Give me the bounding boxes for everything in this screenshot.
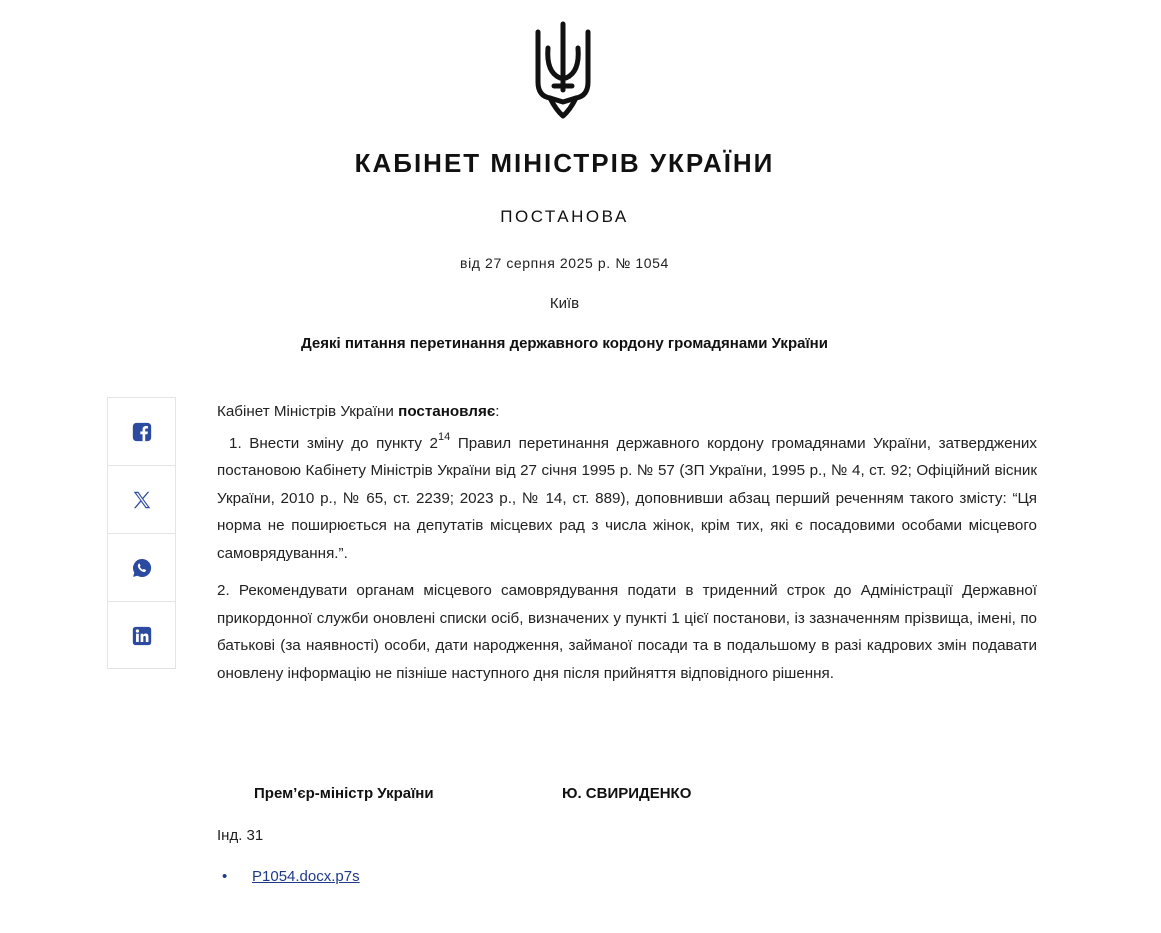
document-type: ПОСТАНОВА <box>500 207 629 226</box>
share-x-button[interactable] <box>108 466 175 534</box>
share-facebook-button[interactable] <box>108 398 175 466</box>
paragraph-1: 1. Внести зміну до пункту $2^{14}$ Правил перетинання державного кордону громадянами України, затверджених постановою Кабінету Міністрів України від 27 січня 1995 р. № 57 (ЗП України, 1995 р., № 4, ст. 92; Офіційний вісник України, 2010 р., № 65, ст. 2239; 2023 р., № 14, ст. 889), доповнивши абзац перший реченням такого змісту: “Ця норма не поширюється на депутатів місцевих рад з числа жінок, крім тих, які є посадовими особами місцевого самоврядування.”. <box>217 430 1037 562</box>
whatsapp-icon <box>131 557 153 579</box>
page-title: КАБІНЕТ МІНІСТРІВ УКРАЇНИ <box>354 148 775 178</box>
signatory-name: Ю. СВИРИДЕНКО <box>562 785 692 802</box>
x-icon <box>131 489 153 511</box>
document-date: від 27 серпня 2025 р. № 1054 <box>460 255 669 271</box>
list-bullet: • <box>222 868 228 885</box>
share-panel <box>107 397 176 669</box>
linkedin-icon <box>131 625 153 647</box>
document-heading: Деякі питання перетинання державного кордону громадянами України <box>301 335 828 352</box>
document-index: Інд. 31 <box>217 827 264 844</box>
document-city: Київ <box>549 295 580 312</box>
attachment-link[interactable]: P1054.docx.p7s <box>252 868 360 885</box>
trident-emblem-icon <box>528 20 598 120</box>
paragraph-2: 2. Рекомендувати органам місцевого самоврядування подати в триденний строк до Адміністрації Державної прикордонної служби оновлені списки осіб, визначених у пункті 1 цієї постанови, із зазначенням прізвища, імені, по батькові (за наявності) особи, дати народження, займаної посади та в подальшому в разі кадрових змін подавати оновлену інформацію не пізніше наступного дня після прийняття відповідного рішення. <box>217 582 1037 682</box>
signatory-position: Прем’єр-міністр України <box>254 785 434 802</box>
share-linkedin-button[interactable] <box>108 602 175 670</box>
facebook-icon <box>131 421 153 443</box>
intro-paragraph: Кабінет Міністрів України постановляє: <box>217 403 500 420</box>
share-whatsapp-button[interactable] <box>108 534 175 602</box>
document-body <box>217 398 1037 697</box>
